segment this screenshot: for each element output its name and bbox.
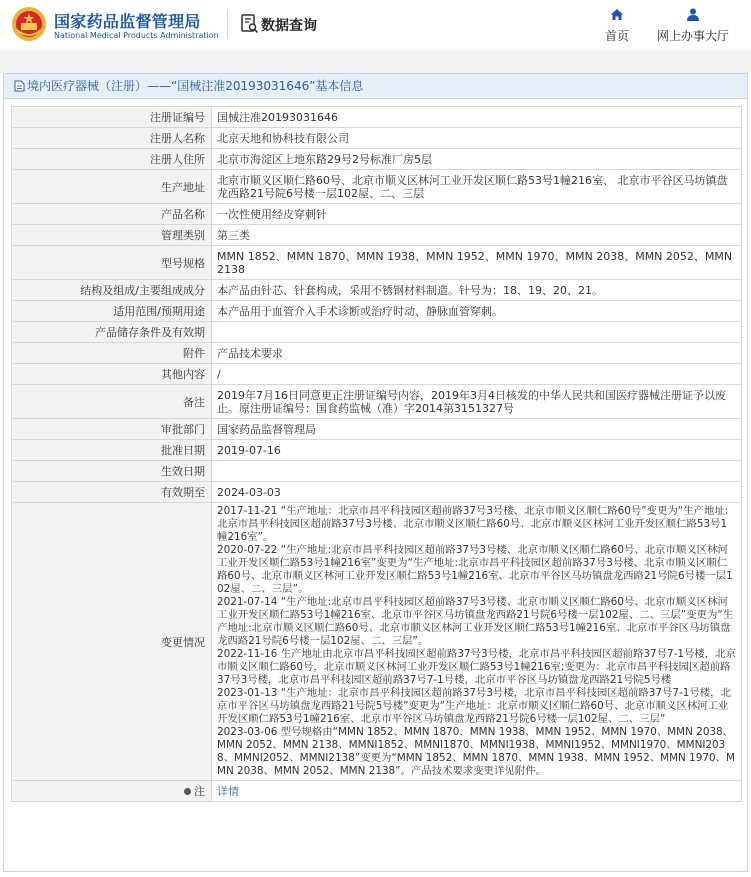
field-label: 备注 [12,385,212,419]
table-row [12,322,742,343]
detail-panel [3,73,748,872]
breadcrumb-current: ——“国械注准20193031646”基本信息 [147,79,364,93]
change-entry: 2020-07-22 “生产地址:北京市昌平科技园区超前路37号3号楼、北京市顺义区顺仁路60号、北京市顺义区林河工业开发区顺仁路53号1幢216室”变更为“生产地址:北京市昌平科技园区超前路37号3号楼、北京市顺义区顺仁路60号、北京市顺义区林河工业开发区顺仁路53号1幢216室、北京市平谷区马坊镇盘龙西路21号院6号楼一层102屋、二、三层”。 [217,544,733,595]
field-value [212,322,742,343]
document-icon [14,80,25,92]
table-row [12,225,742,246]
nav-home-label: 首页 [604,29,629,43]
field-label: 审批部门 [12,419,212,440]
table-row [12,781,742,802]
field-label: 附件 [12,343,212,364]
table-row [12,440,742,461]
field-label: 型号规格 [12,246,212,280]
change-entry: 2023-01-13 “生产地址：北京市昌平科技园区超前路37号3号楼，北京市昌平科技园区超前路37号7-1号楼，北京市平谷区马坊镇盘龙西路21号院5号楼”变更为“生产地址：北京市顺义区顺仁路60号、北京市顺义区林河工业开发区顺仁路53号1幢216室、北京市平谷区马坊镇盘龙西路21号院6号楼一层102屋、二、三层” [217,687,731,725]
table-row [12,364,742,385]
nav-home[interactable] [598,8,636,44]
breadcrumb-category-link[interactable]: 境内医疗器械（注册） [27,79,148,93]
change-entry: 2023-03-06 型号规格由“MMN 1852、MMN 1870、MMN 1938、MMN 1952、MMN 1970、MMN 2038、MMN 2052、MMN 2138、MMNI1852、MMNI1870、MMNI1938、MMNI1952、MMNI1970、MMNI2038、MMNI2052、MMNI2138”变更为“MMN 1852、MMN 1870、MMN 1938、MMN 1952、MMN 1970、MMN 2038、MMN 2052、MMN 2138”。产品技术要求变更详见附件。 [217,726,735,777]
field-value: 2019年7月16日同意更正注册证编号内容，2019年3月4日核发的中华人民共和国医疗器械注册证予以废止。原注册证编号：国食药监械（准）字2014第3151327号 [212,385,742,419]
changes-value [212,503,742,781]
table-row [12,301,742,322]
table-row [12,246,742,280]
field-value: 产品技术要求 [212,343,742,364]
change-entry: 2021-07-14 “生产地址:北京市昌平科技园区超前路37号3号楼、北京市顺义区顺仁路60号、北京市顺义区林河工业开发区顺仁路53号1幢216室、北京市平谷区马坊镇盘龙西路21号院6号楼一层102屋、二、三层”变更为“生产地址:北京市顺义区顺仁路60号、北京市顺义区林河工业开发区顺仁路53号1幢216室、北京市平谷区马坊镇盘龙西路21号院6号楼一层102屋、二、三层”。 [217,596,734,647]
field-value: 北京市顺义区顺仁路60号、北京市顺义区林河工业开发区顺仁路53号1幢216室、 北京市平谷区马坊镇盘龙西路21号院6号楼一层102屋、二、三层 [212,170,742,204]
table-row [12,149,742,170]
note-dot-icon [184,788,191,795]
field-value: 北京市海淀区上地东路29号2号标准厂房5层 [212,149,742,170]
field-label: 生效日期 [12,461,212,482]
change-entry: 2022-11-16 生产地址由北京市昌平科技园区超前路37号3号楼，北京市昌平科技园区超前路37号7-1号楼，北京市顺义区顺仁路60号，北京市顺义区林河工业开发区顺仁路53号1幢216室;变更为：北京市昌平科技园区超前路37号3号楼，北京市昌平科技园区超前路37号7-1号楼，北京市平谷区马坊镇盘龙西路21号院5号楼 [217,648,736,686]
table-row [12,170,742,204]
table-row [12,280,742,301]
table-row [12,107,742,128]
field-label: 其他内容 [12,364,212,385]
table-row [12,461,742,482]
field-label: 结构及组成/主要组成成分 [12,280,212,301]
nav-online-service-hall-label: 网上办事大厅 [656,29,729,43]
home-icon [610,8,624,21]
table-row [12,343,742,364]
table-row [12,503,742,781]
field-label: 产品储存条件及有效期 [12,322,212,343]
site-header [0,0,751,50]
table-row [12,385,742,419]
site-title: 国家药品监督管理局 [54,12,201,31]
detail-table [11,106,742,802]
header-gap-band [0,50,751,73]
field-value: 国械注准20193031646 [212,107,742,128]
table-row [12,419,742,440]
field-label: 有效期至 [12,482,212,503]
table-row [12,482,742,503]
table-row [12,128,742,149]
header-divider [227,10,228,38]
field-label: 注册人住所 [12,149,212,170]
field-value: 一次性使用经皮穿刺针 [212,204,742,225]
field-value: 本产品用于血管介入手术诊断或治疗时动、静脉血管穿刺。 [212,301,742,322]
site-subtitle: National Medical Products Administration [54,31,219,40]
field-label: 批准日期 [12,440,212,461]
field-value: 国家药品监督管理局 [212,419,742,440]
changes-label: 变更情况 [12,503,212,781]
note-label-cell [12,781,212,802]
note-value [212,781,742,802]
field-label: 适用范围/预期用途 [12,301,212,322]
note-label: 注 [194,785,205,798]
field-value: 2024-03-03 [212,482,742,503]
change-entry: 2017-11-21 “生产地址：北京市昌平科技园区超前路37号3号楼、北京市顺义区顺仁路60号”变更为“生产地址:北京市昌平科技园区超前路37号3号楼、北京市顺义区顺仁路60号、北京市顺义区林河工业开发区顺仁路53号1幢216室”。 [217,505,729,543]
data-query-label: 数据查询 [261,18,317,34]
field-value: 北京天地和协科技有限公司 [212,128,742,149]
field-value: / [212,364,742,385]
table-row [12,204,742,225]
breadcrumb [4,74,747,99]
field-label: 生产地址 [12,170,212,204]
field-label: 产品名称 [12,204,212,225]
field-label: 管理类别 [12,225,212,246]
national-emblem-icon [11,6,47,42]
field-value: 第三类 [212,225,742,246]
nav-online-service-hall[interactable] [652,8,734,44]
field-value: MMN 1852、MMN 1870、MMN 1938、MMN 1952、MMN 1970、MMN 2038、MMN 2052、MMN 2138 [212,246,742,280]
field-label: 注册证编号 [12,107,212,128]
field-value: 本产品由针芯、针套构成，采用不锈钢材料制造。针号为：18、19、20、21。 [212,280,742,301]
field-value: 2019-07-16 [212,440,742,461]
details-link[interactable]: 详情 [217,784,239,798]
data-query-icon [241,14,259,34]
user-icon [686,8,700,21]
field-value [212,461,742,482]
field-label: 注册人名称 [12,128,212,149]
